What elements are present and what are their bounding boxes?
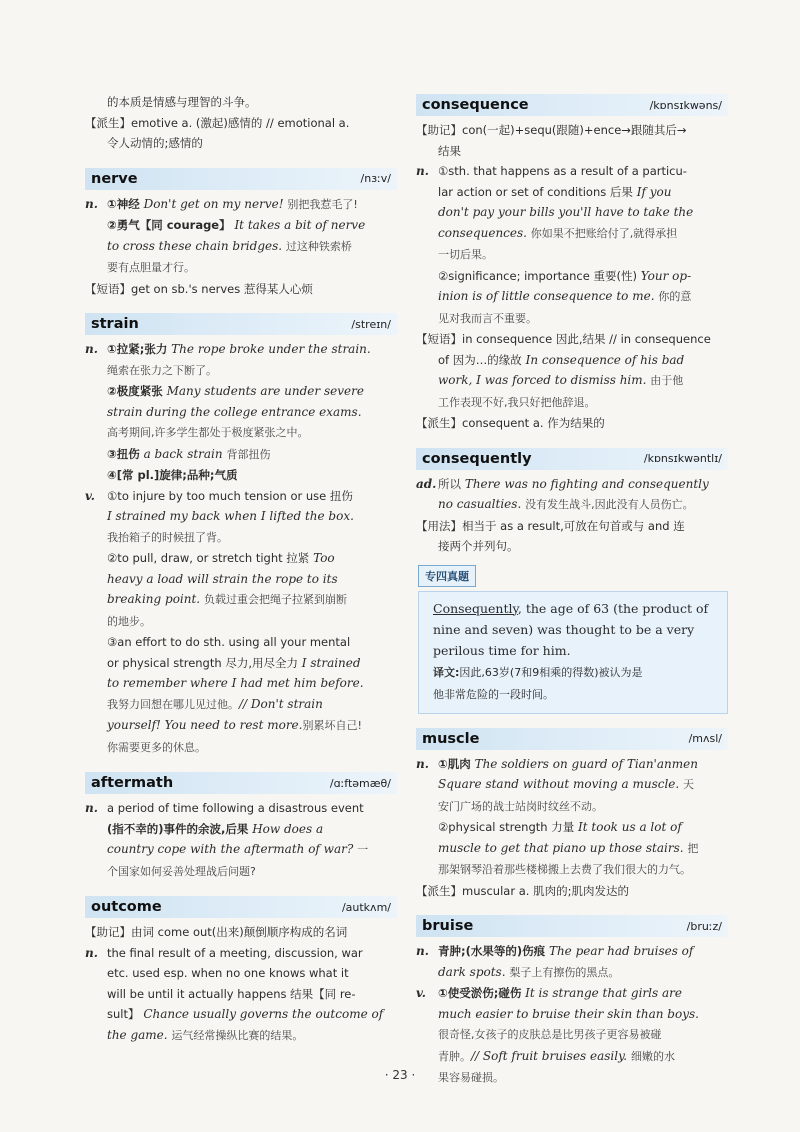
- headword: bruise: [422, 918, 474, 934]
- example-line: 绳索在张力之下断了。: [107, 363, 217, 377]
- sense: n. a period of time following a disastrous event: [85, 801, 364, 815]
- phonetic: /kɒnsɪkwəntlɪ/: [643, 452, 722, 465]
- sense: ②significance; importance 重要(性) Your op-: [438, 268, 692, 283]
- exam-translation: 译文:因此,63岁(7和9相乘的得数)被认为是: [433, 665, 643, 679]
- example-line: of 因为…的缘故 In consequence of his bad: [438, 352, 685, 367]
- sense: n. ①拉紧;张力 The rope broke under the strain.: [85, 342, 371, 356]
- phrase-entry: 【短语】get on sb.'s nerves 惹得某人心烦: [85, 281, 313, 296]
- exam-sentence-line: nine and seven) was thought to be a very: [433, 621, 695, 637]
- example-line: breaking point. 负载过重会把绳子拉紧到崩断: [107, 592, 347, 606]
- left-column: [85, 92, 397, 1046]
- example-line: 很奇怪,女孩子的皮肤总是比男孩子更容易被碰: [438, 1028, 662, 1041]
- example-line: work, I was forced to dismiss him. 由于他: [438, 373, 684, 387]
- headword: consequence: [422, 97, 529, 113]
- example-line: consequences. 你如果不把账给付了,就得承担: [438, 225, 678, 240]
- entry-header-outcome: [85, 896, 397, 918]
- example-line: to cross these chain bridges. 过这种铁索桥: [107, 238, 352, 253]
- example-line: no casualties. 没有发生战斗,因此没有人员伤亡。: [438, 497, 694, 511]
- example-line: country cope with the aftermath of war? 一: [107, 842, 369, 856]
- entry-header-aftermath: [85, 772, 397, 794]
- example-line: dark spots. 梨子上有擦伤的黑点。: [438, 964, 620, 979]
- right-column: [416, 80, 728, 1089]
- phonetic: /streɪn/: [351, 317, 391, 331]
- entry-header-muscle: [416, 728, 728, 750]
- continued-text: 的本质是情感与理智的斗争。: [107, 95, 257, 109]
- derive-entry: 【派生】consequent a. 作为结果的: [416, 416, 605, 430]
- sense: n. ①肌肉 The soldiers on guard of Tian'anmen: [416, 756, 698, 771]
- derive-entry: 【派生】emotive a. (激起)感情的 // emotional a.: [85, 115, 350, 130]
- sense: ②to pull, draw, or stretch tight 拉紧 Too: [107, 551, 335, 565]
- entry-header-consequence: [416, 94, 728, 116]
- example-line: or physical strength 尽力,用尽全力 I strained: [107, 655, 361, 670]
- sense: ③扭伤 a back strain 背部扭伤: [107, 446, 271, 461]
- example-line: 那架钢琴沿着那些楼梯搬上去费了我们很大的力气。: [438, 863, 691, 876]
- headword: outcome: [91, 899, 162, 915]
- example-line: much easier to bruise their skin than boys.: [438, 1006, 699, 1021]
- exam-box: [418, 591, 728, 714]
- exam-sentence-line: perilous time for him.: [433, 642, 571, 658]
- example-line: don't pay your bills you'll have to take the: [438, 205, 694, 219]
- sense: ad. 所以 There was no fighting and consequently: [416, 476, 709, 491]
- example-line: 的地步。: [107, 614, 151, 628]
- exam-label: 专四真题: [418, 565, 476, 587]
- example-line: 见对我而言不重要。: [438, 311, 537, 325]
- phonetic: /kɒnsɪkwəns/: [649, 98, 722, 112]
- example-line: 青肿。// Soft fruit bruises easily. 细嫩的水: [438, 1048, 675, 1063]
- headword: strain: [91, 316, 139, 332]
- phonetic: /ɑːftəmæθ/: [329, 776, 391, 790]
- entry-header-bruise: [416, 915, 728, 937]
- entry-header-consequently: [416, 448, 728, 470]
- headword: muscle: [422, 730, 480, 747]
- example-line: heavy a load will strain the rope to its: [107, 571, 338, 586]
- headword: aftermath: [91, 775, 174, 791]
- headword: consequently: [422, 450, 532, 467]
- example-line: will be until it actually happens 结果【同 re-: [107, 986, 356, 1001]
- entry-header-nerve: [85, 168, 397, 190]
- example-line: 工作表现不好,我只好把他辞退。: [438, 395, 596, 409]
- example-line: muscle to get that piano up those stairs. 把: [438, 840, 699, 855]
- entry-header-strain: [85, 313, 397, 335]
- example-line: 果容易碰损。: [438, 1071, 504, 1084]
- sense: n. ①sth. that happens as a result of a particu-: [416, 164, 687, 178]
- example-line: etc. used esp. when no one knows what it: [107, 966, 349, 980]
- phonetic: /autkʌm/: [341, 900, 391, 914]
- sense: n. ①神经 Don't get on my nerve! 别把我惹毛了!: [85, 196, 358, 211]
- example-line: sult】 Chance usually governs the outcome of: [107, 1007, 384, 1021]
- phrase-entry: 【短语】in consequence 因此,结果 // in consequence: [416, 332, 711, 346]
- example-line: to remember where I had met him before.: [107, 676, 364, 690]
- sense: v. ①使受淤伤;碰伤 It is strange that girls are: [416, 986, 682, 1000]
- mnemonic-entry: 【助记】由词 come out(出来)颠倒顺序构成的名词: [85, 925, 348, 939]
- example-line: strain during the college entrance exams.: [107, 404, 362, 419]
- example-line: 高考期间,许多学生都处于极度紧张之中。: [107, 426, 309, 439]
- example-line: 要有点胆量才行。: [107, 261, 195, 274]
- example-line: 你需要更多的休息。: [107, 740, 206, 754]
- example-line: Square stand without moving a muscle. 天: [438, 777, 695, 791]
- example-line: I strained my back when I lifted the box.: [107, 509, 354, 523]
- sense: ③an effort to do sth. using all your mental: [107, 635, 351, 649]
- headword: nerve: [91, 170, 138, 187]
- exam-sentence: Consequently, the age of 63 (the product of: [433, 600, 709, 616]
- example-line: 个国家如何妥善处理战后问题?: [107, 864, 256, 878]
- example-line: 我抬箱子的时候扭了背。: [107, 530, 228, 544]
- example-line: yourself! You need to rest more.别累坏自己!: [107, 718, 362, 732]
- example-line: lar action or set of conditions 后果 If you: [438, 184, 672, 199]
- phonetic: /nɜːv/: [360, 172, 391, 185]
- sense: n. the final result of a meeting, discussion, war: [85, 945, 363, 960]
- usage-entry: 【用法】相当于 as a result,可放在句首或与 and 连: [416, 518, 685, 533]
- sense: ②极度紧张 Many students are under severe: [107, 384, 364, 398]
- example-line: 安门广场的战士站岗时纹丝不动。: [438, 799, 603, 813]
- derive-entry: 【派生】muscular a. 肌肉的;肌肉发达的: [416, 883, 629, 898]
- sense: ②physical strength 力量 It took us a lot of: [438, 820, 682, 834]
- example-line: 接两个并列句。: [438, 539, 519, 553]
- example-line: 一切后果。: [438, 248, 493, 261]
- example-line: the game. 运气经常操纵比赛的结果。: [107, 1027, 304, 1042]
- sense: v. ①to injure by too much tension or use 扭伤: [85, 488, 353, 503]
- sense: n. 青肿;(水果等的)伤痕 The pear had bruises of: [416, 944, 694, 958]
- example-line: 我努力回想在哪儿见过他。// Don't strain: [107, 696, 323, 711]
- mnemonic-entry: 【助记】con(一起)+sequ(跟随)+ence→跟随其后→: [416, 123, 687, 137]
- derive-entry-cont: 令人动情的;感情的: [107, 136, 203, 150]
- example-line: (指不幸的)事件的余波,后果 How does a: [107, 821, 324, 836]
- example-line: 结果: [438, 143, 461, 158]
- sense: ④[常 pl.]旋律;品种;气质: [107, 468, 238, 482]
- example-line: inion is of little consequence to me. 你的意: [438, 289, 692, 303]
- phonetic: /bruːz/: [686, 919, 722, 933]
- page-number: · 23 ·: [384, 1068, 416, 1082]
- phonetic: /mʌsl/: [688, 732, 722, 745]
- sense: ②勇气【同 courage】 It takes a bit of nerve: [107, 218, 366, 232]
- exam-translation-line: 他非常危险的一段时间。: [433, 687, 554, 701]
